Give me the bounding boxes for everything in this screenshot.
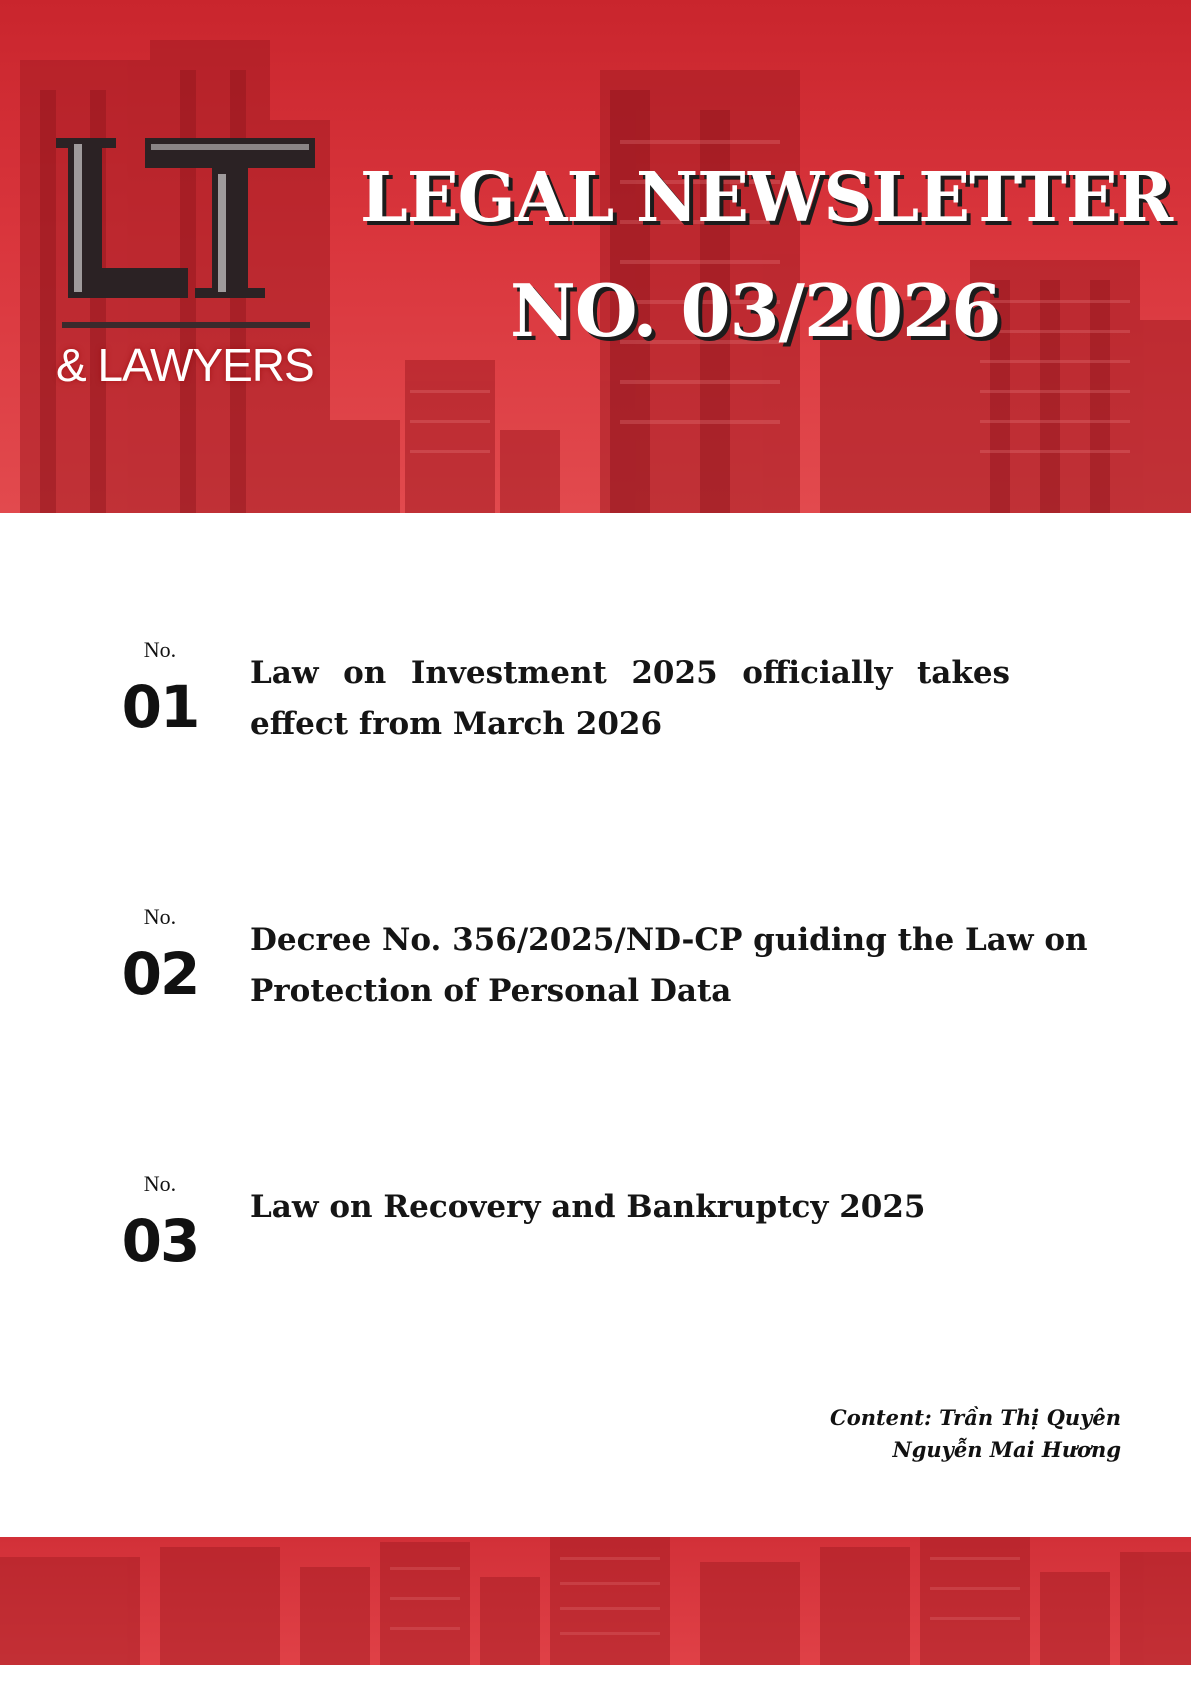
lt-logo-mark [50,128,320,308]
content-credits [830,1402,1121,1466]
article-headline[interactable]: Law on Recovery and Bankruptcy 2025 [250,1189,926,1225]
item-label: No. [143,904,177,929]
credit-line: Nguyễn Mai Hương [892,1437,1121,1462]
article-item[interactable] [0,1169,1191,1299]
issue-number: NO. 03/2026 [510,268,1001,353]
footer-banner [0,1537,1191,1665]
item-number: 01 [121,673,199,741]
header-banner [0,0,1191,513]
item-number: 02 [121,940,199,1008]
article-headline[interactable]: Law on Investment 2025 officially takes effect from March 2026 [250,655,1010,742]
article-headline[interactable]: Decree No. 356/2025/ND-CP guiding the Law on Protection of Personal Data [250,922,1088,1009]
firm-logo [50,128,320,408]
credit-line: Content: Trần Thị Quyên [829,1405,1121,1430]
footer-skyline-image [0,1537,1191,1665]
logo-subtitle: & LAWYERS [56,339,314,391]
article-item[interactable] [0,635,1191,765]
newsletter-title: LEGAL NEWSLETTER [360,158,1173,238]
item-label: No. [143,637,177,662]
item-label: No. [143,1171,177,1196]
article-item[interactable] [0,902,1191,1032]
item-number: 03 [121,1207,199,1275]
logo-divider [62,322,310,328]
